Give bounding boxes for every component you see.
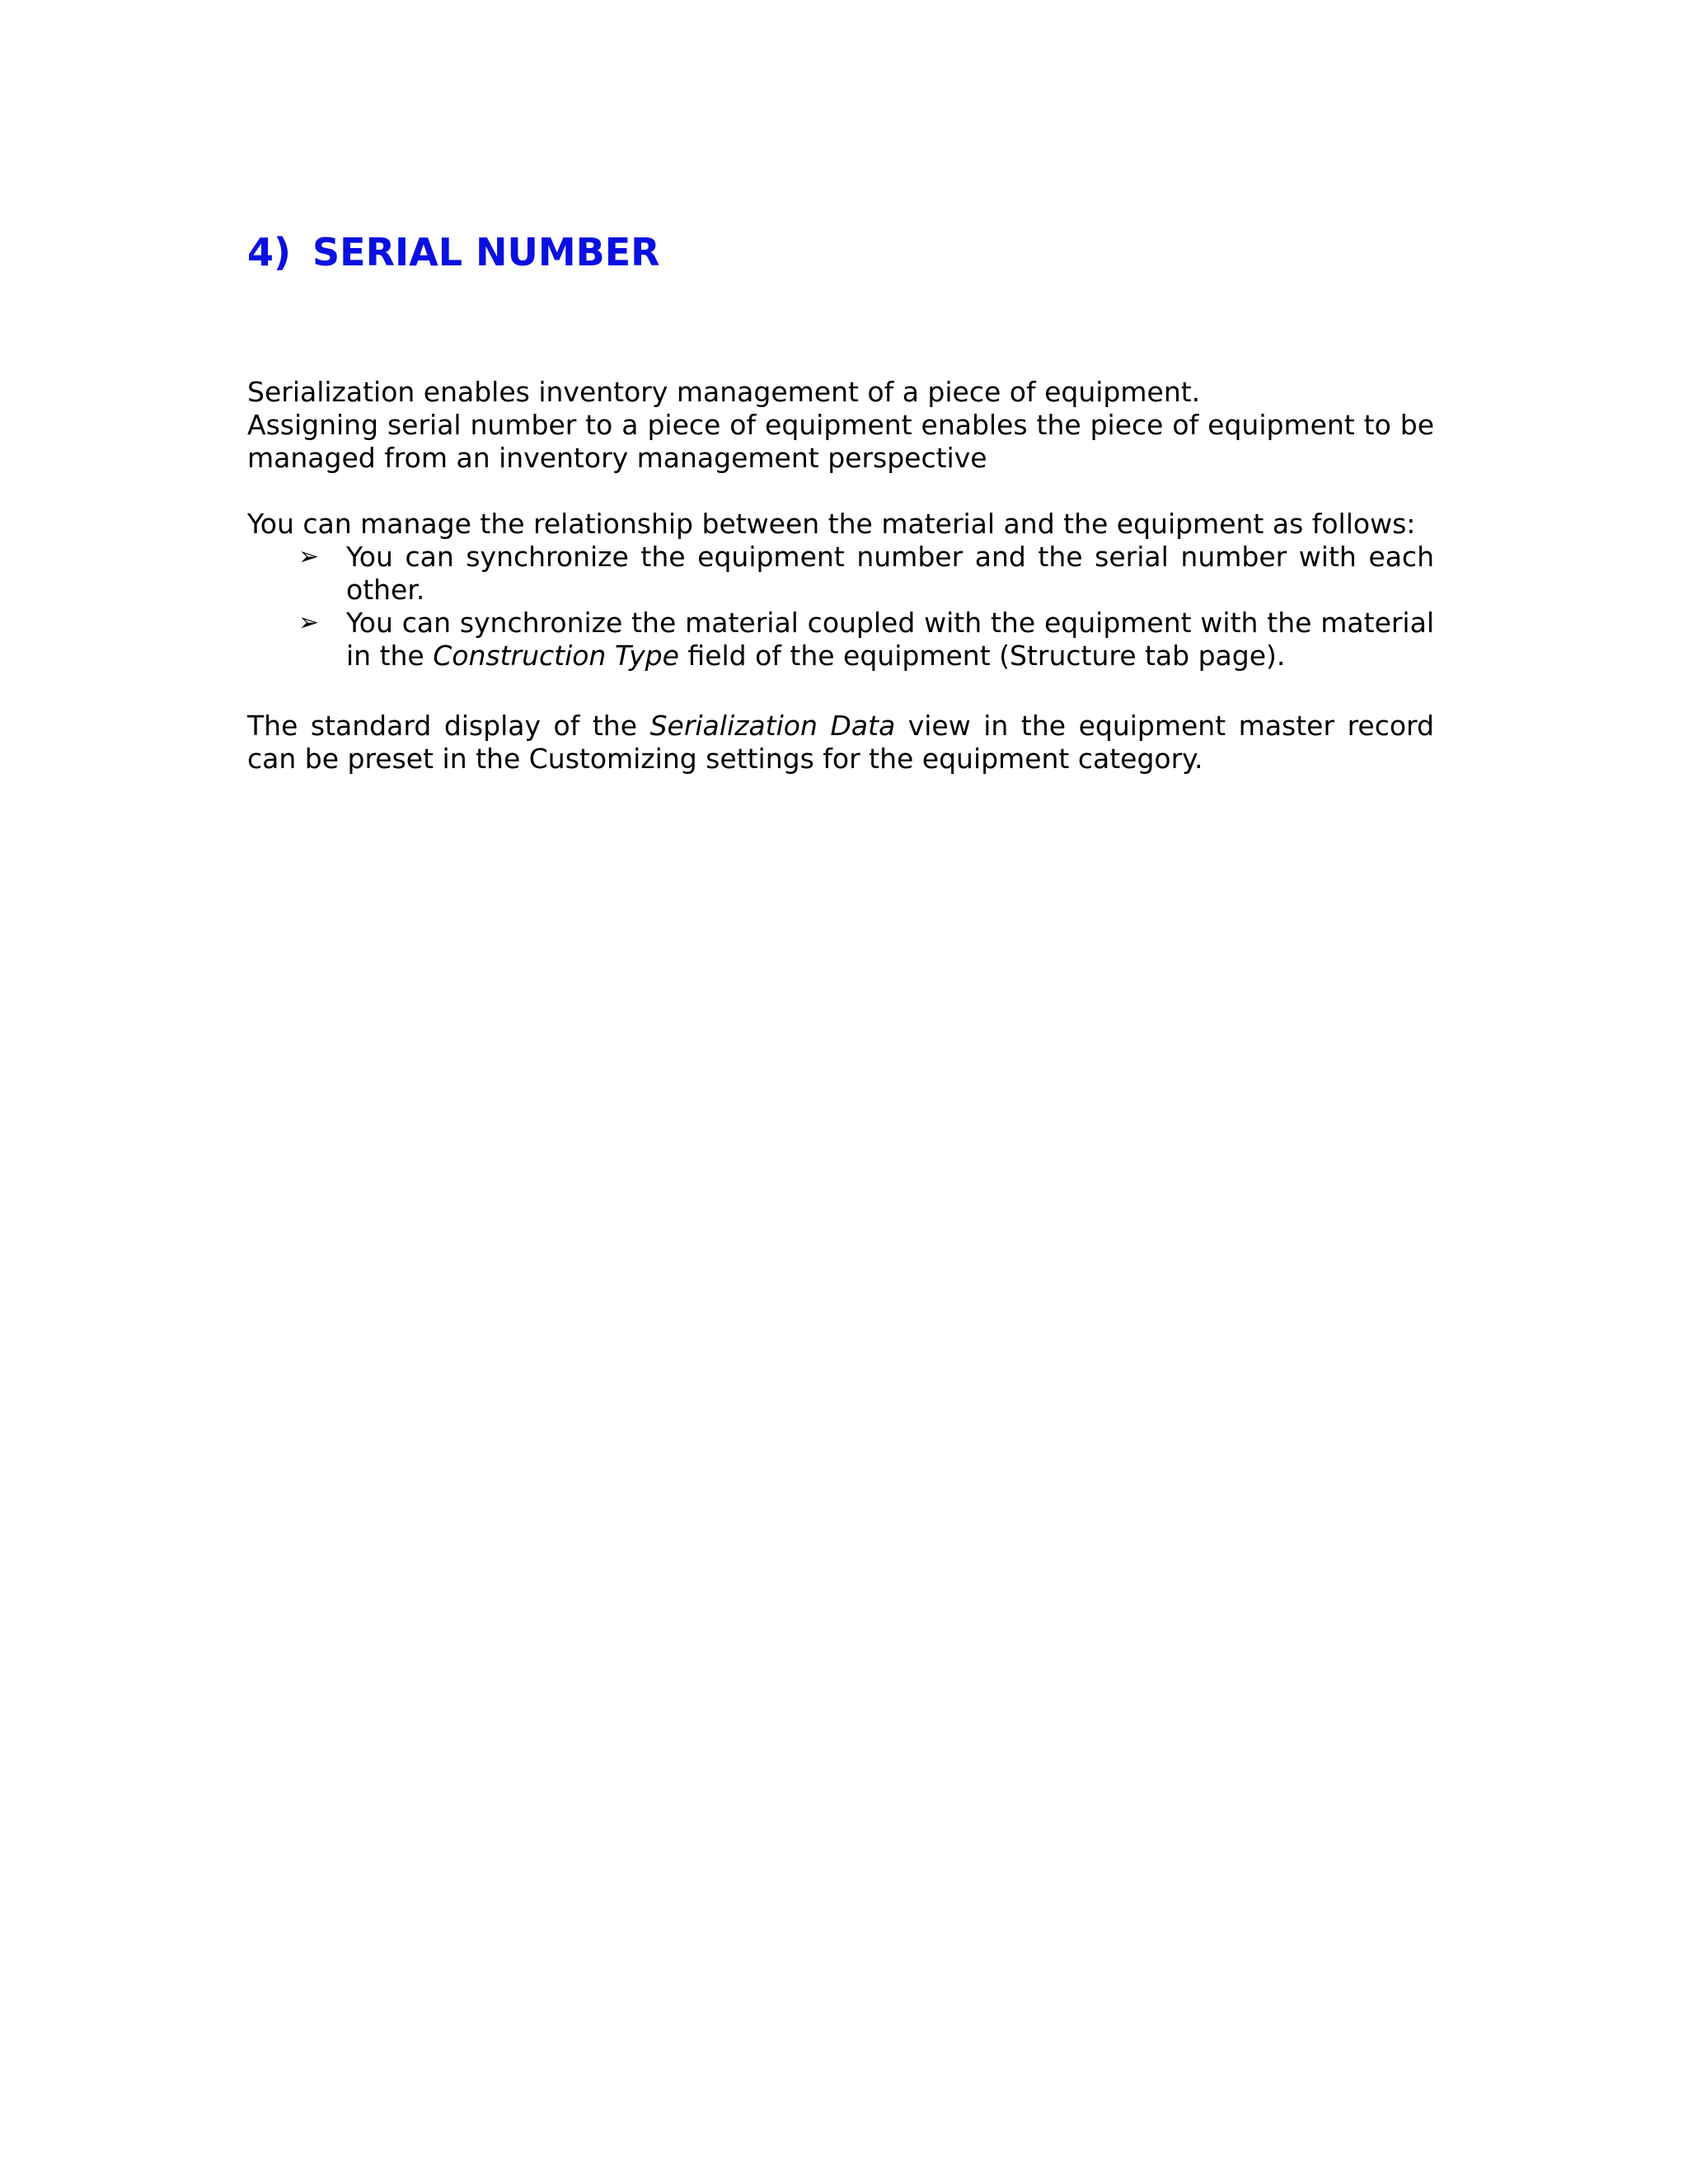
relationship-lead: You can manage the relationship between the material and the equipment as follows:: [247, 508, 1416, 540]
bullet-text-after: field of the equipment (Structure tab page).: [678, 640, 1286, 672]
bullet-item-sync-material: [247, 607, 1434, 673]
closing-paragraph: [247, 710, 1434, 776]
closing-text-italic: Serialization Data: [649, 710, 896, 742]
arrow-bullet-icon: ➢: [298, 542, 320, 571]
intro-line-1: Serialization enables inventory management of a piece of equipment.: [247, 376, 1201, 408]
section-heading: [247, 229, 1434, 275]
section-number: 4): [247, 230, 292, 274]
bullet-text: You can synchronize the equipment number and the serial number with each other.: [346, 541, 1434, 606]
bullet-text-italic: Construction Type: [433, 640, 679, 672]
relationship-bullet-list: [247, 541, 1434, 673]
document-content: [247, 229, 1434, 776]
bullet-item-sync-numbers: [247, 541, 1434, 607]
intro-line-2: Assigning serial number to a piece of equipment enables the piece of equipment to be managed from an inventory management perspective: [247, 409, 1434, 474]
bullet-text-before: You can synchronize the material coupled with the equipment with the material in the: [346, 607, 1434, 672]
section-title: SERIAL NUMBER: [312, 230, 660, 274]
arrow-bullet-icon: ➢: [298, 608, 320, 637]
closing-text-before: The standard display of the: [247, 710, 650, 742]
intro-paragraph: [247, 376, 1434, 475]
closing-text-after: view in the equipment master record can be preset in the Customizing settings for the equipment category.: [247, 710, 1434, 775]
